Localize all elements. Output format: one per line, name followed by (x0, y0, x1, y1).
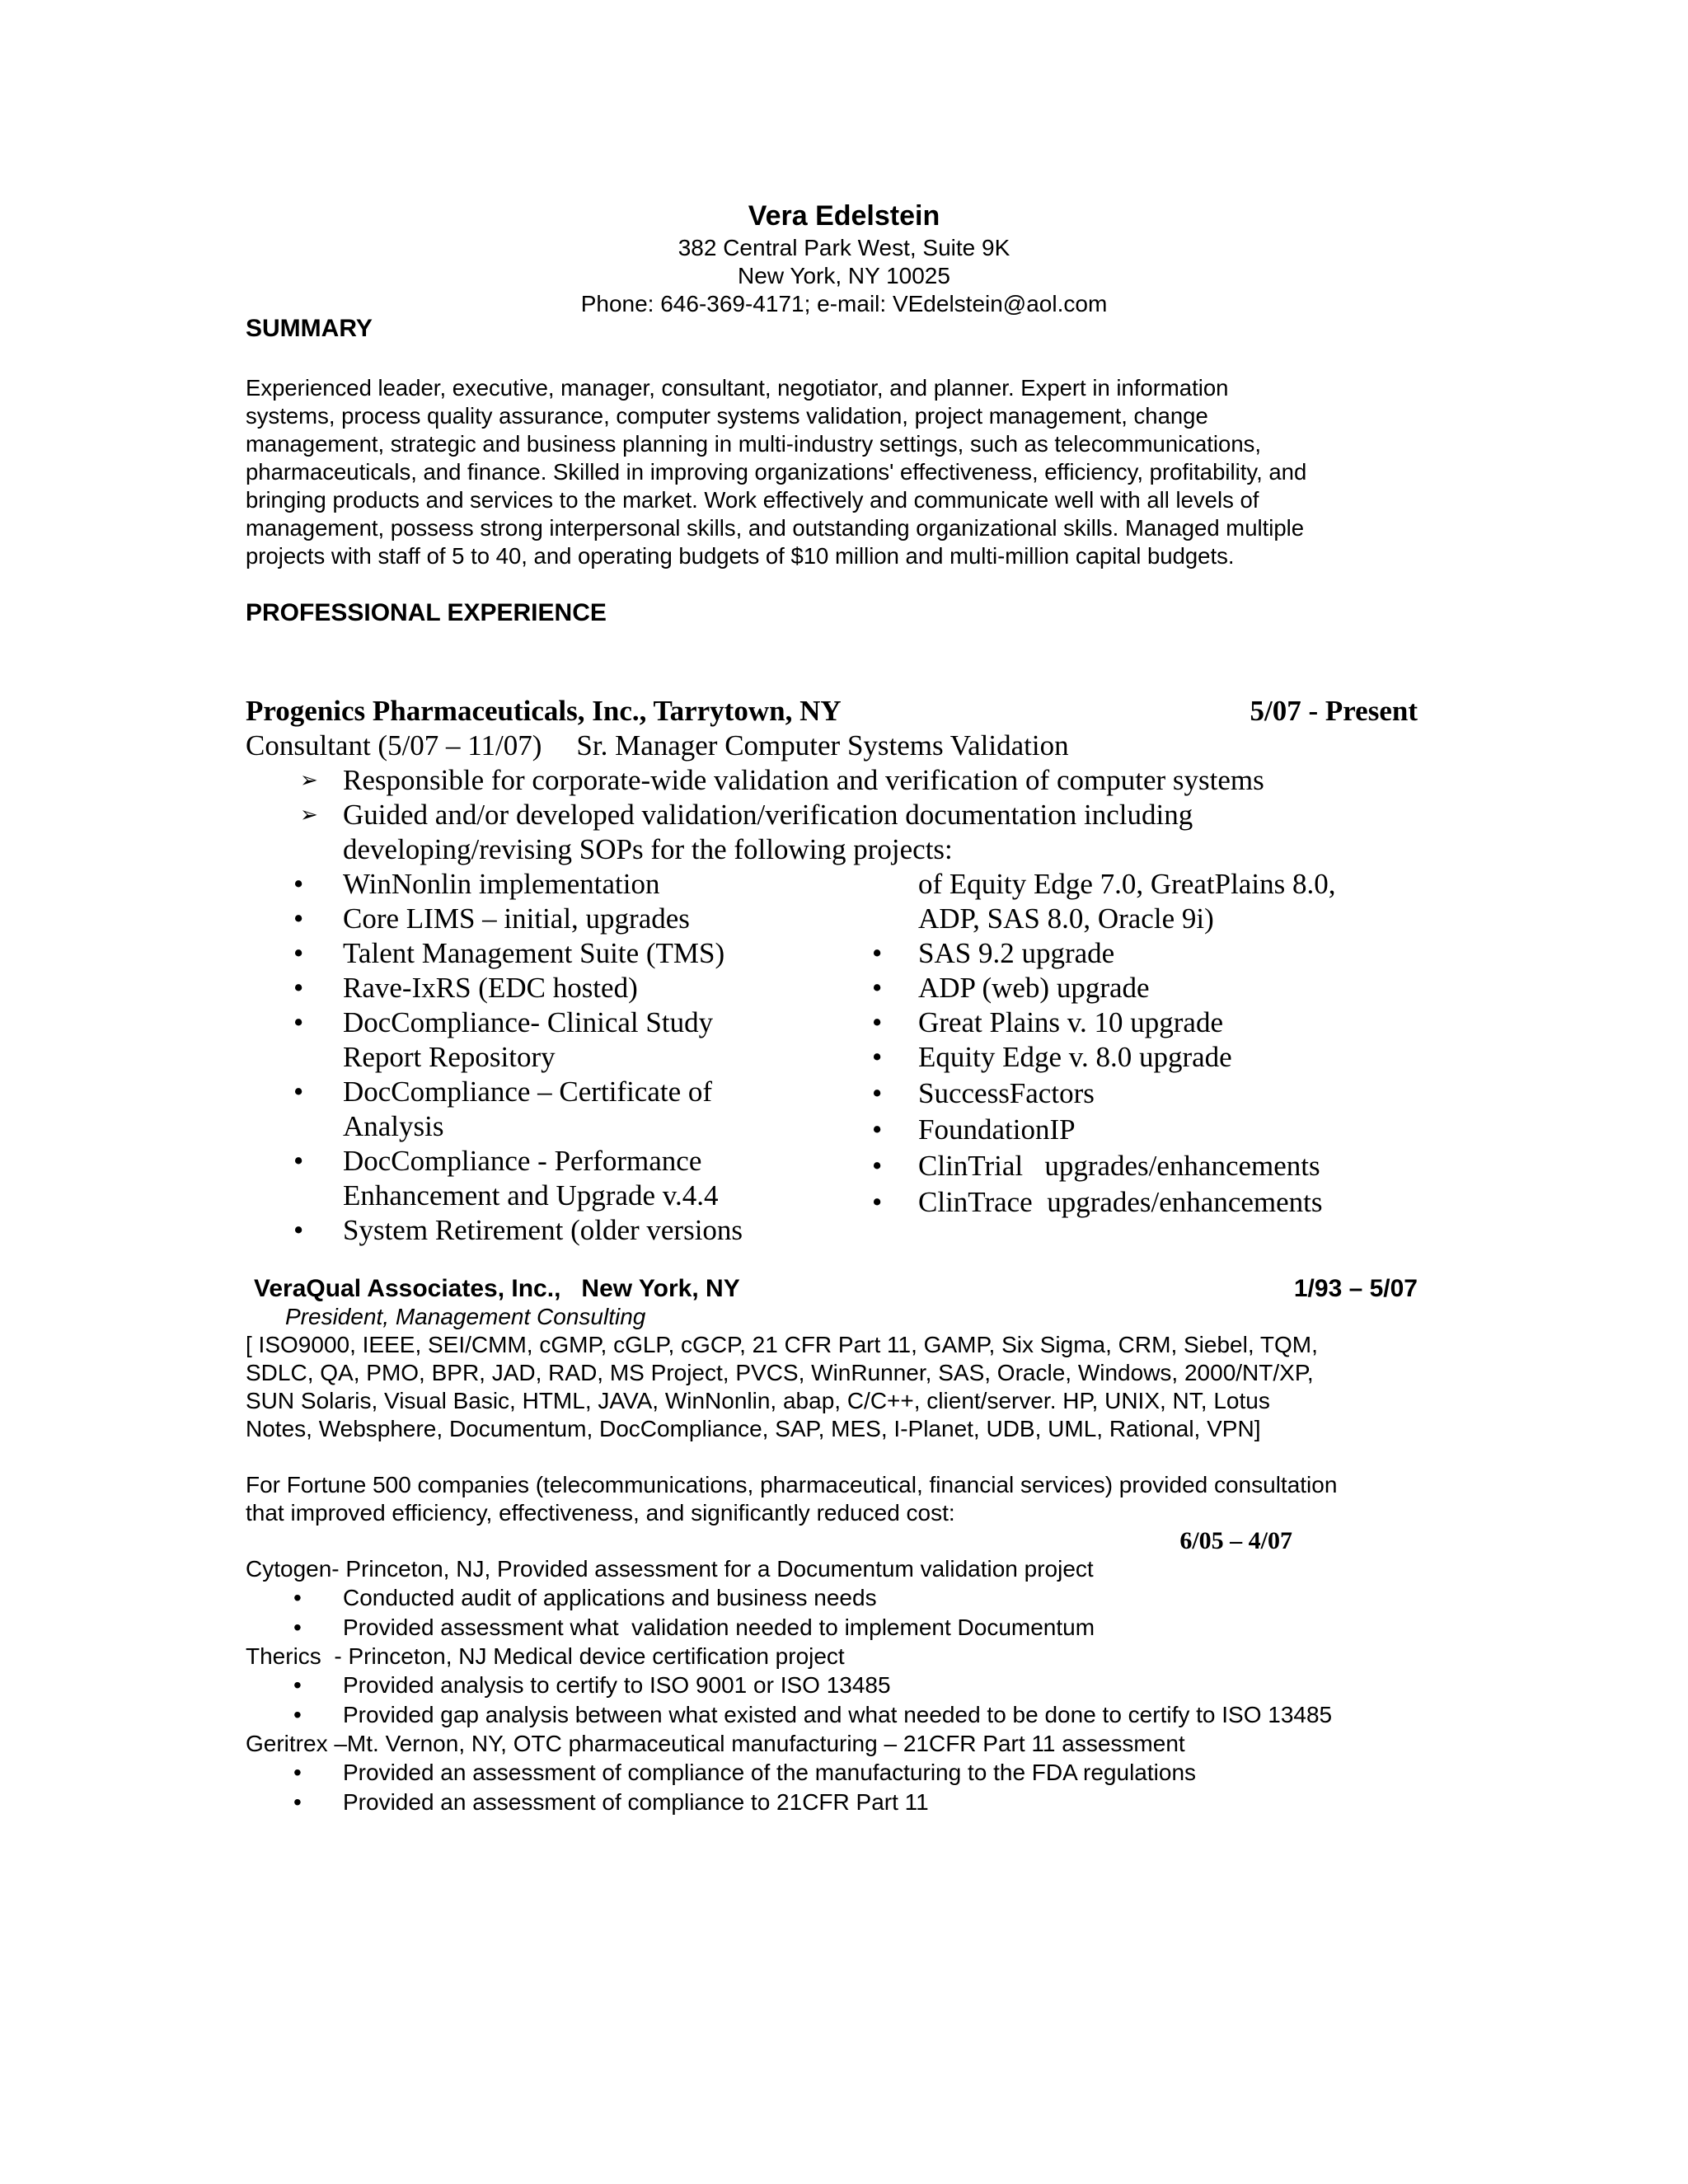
summary-heading: SUMMARY (246, 315, 373, 342)
list-item: • DocCompliance - Performance Enhancement and Upgrade v.4.4 (293, 1145, 719, 1212)
progenics-responsibilities (246, 763, 1418, 867)
bullet-icon: • (293, 1076, 304, 1108)
address-line-1: 382 Central Park West, Suite 9K (678, 235, 1010, 260)
bullet-icon: • (872, 1077, 883, 1109)
progenics-role-consultant: Consultant (5/07 – 11/07) (246, 729, 542, 762)
list-item: • WinNonlin implementation (293, 868, 660, 900)
bullet-icon: • (293, 868, 304, 900)
summary-line: Experienced leader, executive, manager, consultant, negotiator, and planner. Expert in information (246, 375, 1229, 401)
bullet-icon: • (872, 1006, 883, 1038)
list-item: • Core LIMS – initial, upgrades (293, 902, 690, 935)
veraqual-intro (246, 1471, 1418, 1527)
projects-continuation: of Equity Edge 7.0, GreatPlains 8.0, ADP, SAS 8.0, Oracle 9i) (918, 868, 1336, 935)
address-line-2: New York, NY 10025 (738, 263, 950, 288)
list-item: ➢ Responsible for corporate-wide validation and verification of computer systems (300, 764, 1264, 796)
arrow-bullet-icon: ➢ (300, 768, 318, 792)
list-item: • Rave-IxRS (EDC hosted) (293, 972, 638, 1004)
list-item: • Conducted audit of applications and business needs (246, 1583, 1418, 1613)
list-item: • DocCompliance- Clinical Study Report Repository (293, 1006, 714, 1073)
progenics-dates: 5/07 - Present (1250, 695, 1418, 727)
list-item: • SAS 9.2 upgrade (872, 937, 1115, 969)
client-geritrex: Geritrex –Mt. Vernon, NY, OTC pharmaceutical manufacturing – 21CFR Part 11 assessment (246, 1731, 1185, 1756)
client-therics: Therics - Princeton, NJ Medical device certification project (246, 1643, 845, 1669)
list-item: • Equity Edge v. 8.0 upgrade (872, 1041, 1232, 1073)
summary-text (246, 374, 1432, 570)
list-item: • SuccessFactors (872, 1077, 1095, 1109)
bullet-icon: • (293, 902, 304, 935)
bullet-icon: • (872, 1113, 883, 1146)
progenics-company: Progenics Pharmaceuticals, Inc., Tarrytown, NY (246, 695, 842, 727)
candidate-name: Vera Edelstein (748, 200, 940, 232)
list-item: ➢ Guided and/or developed validation/verification documentation including developing/revising SOPs for the following projects: (300, 799, 1193, 865)
bullet-icon: • (293, 937, 304, 969)
projects-columns (246, 867, 1418, 1248)
intro-line: For Fortune 500 companies (telecommunications, pharmaceutical, financial services) provided consultation (246, 1472, 1338, 1497)
veraqual-title: President, Management Consulting (285, 1304, 646, 1329)
list-item: • ClinTrace upgrades/enhancements (872, 1186, 1323, 1218)
experience-heading: PROFESSIONAL EXPERIENCE (246, 599, 607, 626)
skills-block (246, 1331, 1418, 1443)
list-item: • FoundationIP (872, 1113, 1076, 1146)
projects-right-list (872, 936, 1418, 1220)
bullet-icon: • (293, 972, 304, 1004)
intro-line: that improved efficiency, effectiveness, and significantly reduced cost: (246, 1500, 955, 1526)
bullet-icon: • (872, 1150, 883, 1182)
bullet-icon: • (872, 1041, 883, 1073)
contact-line: Phone: 646-369-4171; e-mail: VEdelstein@aol.com (580, 291, 1108, 316)
bullet-icon: • (293, 1702, 302, 1727)
summary-line: pharmaceuticals, and finance. Skilled in improving organizations' effectiveness, efficiency, profitability, and (246, 459, 1307, 485)
list-item: • Provided gap analysis between what existed and what needed to be done to certify to ISO 13485 (246, 1700, 1418, 1730)
list-item: • System Retirement (older versions (293, 1214, 743, 1246)
projects-left-list (246, 867, 872, 1248)
bullet-icon: • (293, 1672, 302, 1698)
skills-line: Notes, Websphere, Documentum, DocCompliance, SAP, MES, I-Planet, UDB, UML, Rational, VPN] (246, 1416, 1261, 1441)
bullet-icon: • (293, 1789, 302, 1815)
bullet-icon: • (293, 1145, 304, 1177)
summary-line: systems, process quality assurance, computer systems validation, project management, change (246, 403, 1208, 429)
client-cytogen-items (246, 1583, 1418, 1643)
skills-line: SUN Solaris, Visual Basic, HTML, JAVA, WinNonlin, abap, C/C++, client/server. HP, UNIX, NT, Lotus (246, 1388, 1270, 1413)
summary-line: bringing products and services to the market. Work effectively and communicate well with all levels of (246, 487, 1259, 513)
resume-header (0, 198, 1688, 318)
skills-line: [ ISO9000, IEEE, SEI/CMM, cGMP, cGLP, cGCP, 21 CFR Part 11, GAMP, Six Sigma, CRM, Siebel, TQM, (246, 1332, 1318, 1357)
list-item: • Great Plains v. 10 upgrade (872, 1006, 1223, 1038)
list-item: • Talent Management Suite (TMS) (293, 937, 725, 969)
projects-right-column (872, 867, 1418, 1248)
bullet-icon: • (872, 972, 883, 1004)
list-item: • ClinTrial upgrades/enhancements (872, 1150, 1320, 1182)
list-item: • ADP (web) upgrade (872, 972, 1150, 1004)
arrow-bullet-icon: ➢ (300, 803, 318, 827)
veraqual-subdates: 6/05 – 4/07 (1179, 1527, 1292, 1554)
summary-line: management, strategic and business planning in multi-industry settings, such as telecommunications, (246, 431, 1262, 457)
client-geritrex-items (246, 1758, 1418, 1817)
bullet-icon: • (293, 1214, 304, 1246)
projects-left-column (246, 867, 872, 1248)
summary-line: management, possess strong interpersonal skills, and outstanding organizational skills. Managed multiple (246, 515, 1305, 541)
veraqual-section (246, 1275, 1418, 1817)
list-item: • DocCompliance – Certificate of Analysis (293, 1076, 713, 1142)
bullet-icon: • (293, 1615, 302, 1640)
skills-line: SDLC, QA, PMO, BPR, JAD, RAD, MS Project, PVCS, WinRunner, SAS, Oracle, Windows, 2000/NT/XP, (246, 1360, 1314, 1385)
list-item: • Provided assessment what validation needed to implement Documentum (246, 1613, 1418, 1643)
list-item: • Provided an assessment of compliance to 21CFR Part 11 (246, 1788, 1418, 1817)
bullet-icon: • (872, 937, 883, 969)
progenics-roles (246, 729, 1418, 763)
list-item: • Provided an assessment of compliance of the manufacturing to the FDA regulations (246, 1758, 1418, 1788)
bullet-icon: • (293, 1760, 302, 1785)
progenics-header-row (246, 694, 1418, 729)
veraqual-header-row (246, 1275, 1418, 1303)
bullet-icon: • (872, 1186, 883, 1218)
client-cytogen: Cytogen- Princeton, NJ, Provided assessment for a Documentum validation project (246, 1556, 1094, 1582)
summary-line: projects with staff of 5 to 40, and operating budgets of $10 million and multi-million capital budgets. (246, 543, 1235, 569)
progenics-section (246, 694, 1418, 1248)
client-therics-items (246, 1671, 1418, 1730)
list-item: • Provided analysis to certify to ISO 9001 or ISO 13485 (246, 1671, 1418, 1700)
progenics-role-manager: Sr. Manager Computer Systems Validation (576, 729, 1069, 762)
bullet-icon: • (293, 1006, 304, 1038)
veraqual-company: VeraQual Associates, Inc., New York, NY (254, 1275, 740, 1302)
veraqual-dates: 1/93 – 5/07 (1293, 1275, 1418, 1302)
bullet-icon: • (293, 1585, 302, 1610)
